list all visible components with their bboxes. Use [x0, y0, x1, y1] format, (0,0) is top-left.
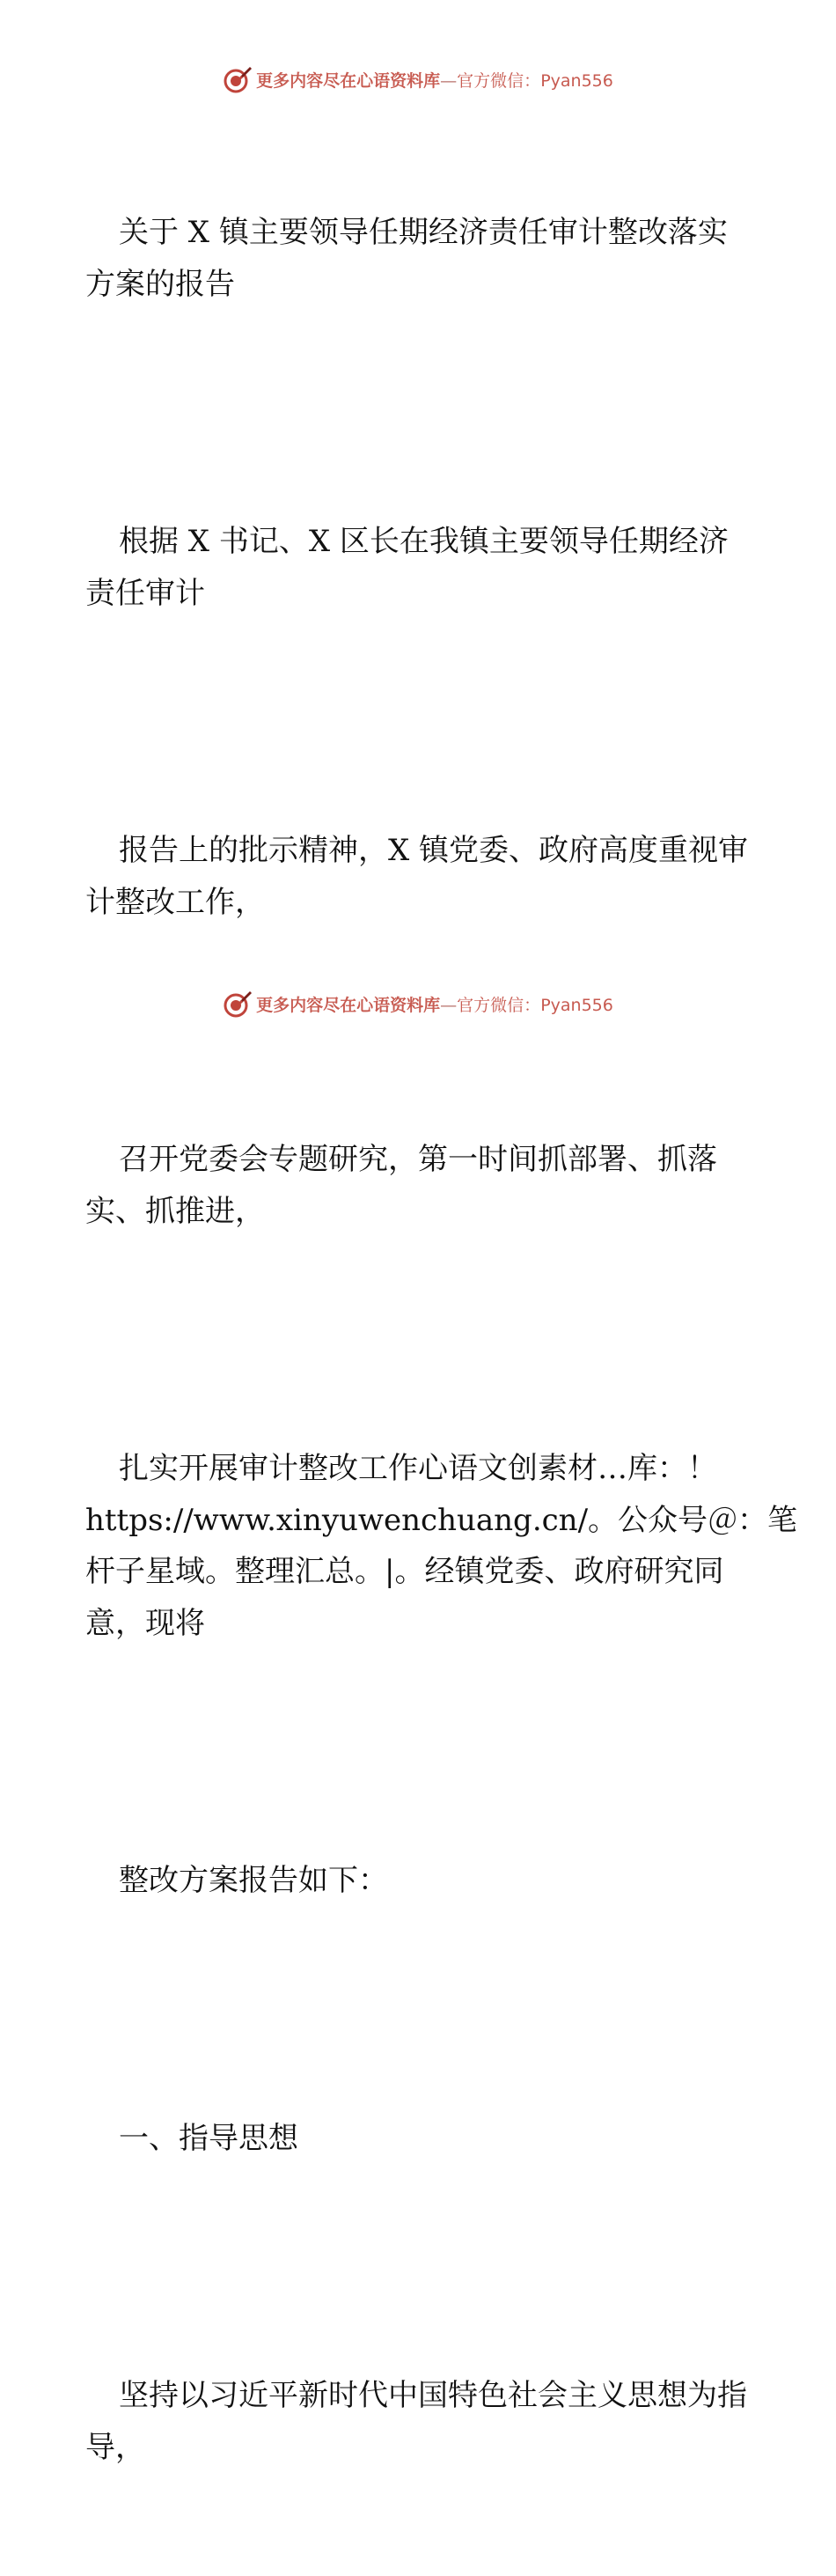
paragraph-title: [85, 104, 754, 413]
paragraph: [85, 2267, 754, 2576]
brush-logo-icon: [223, 989, 253, 1019]
watermark-code: Pyan556: [540, 70, 613, 91]
paragraph-line: 报告上的批示精神，X 镇党委、政府高度重视审: [119, 833, 749, 868]
paragraph: [85, 413, 754, 722]
paragraph-line: 根据 X 书记、X 区长在我镇主要领导任期经济: [119, 524, 729, 559]
watermark-text: [256, 68, 613, 92]
paragraph-line: 一、指导思想: [119, 2120, 298, 2156]
section-heading: [85, 2010, 754, 2268]
document-body: [85, 104, 798, 2576]
paragraph: [85, 1752, 754, 2010]
paragraph-line: 坚持以习近平新时代中国特色社会主义思想为指: [119, 2378, 747, 2413]
watermark-banner-bottom: [0, 986, 836, 1021]
watermark-text: [256, 992, 613, 1016]
paragraph-line: 责任审计: [85, 575, 205, 611]
paragraph-line: https://www.xinyuwenchuang.cn/。公众号＠：笔: [85, 1502, 798, 1538]
paragraph: [85, 722, 754, 1031]
watermark-separator: —: [440, 70, 458, 91]
paragraph-line: 计整改工作，: [85, 884, 265, 920]
watermark-main: 更多内容尽在心语资料库: [256, 995, 441, 1015]
paragraph-line: 扎实开展审计整改工作心语文创素材…库：！: [119, 1451, 717, 1486]
paragraph-line: 关于 X 镇主要领导任期经济责任审计整改落实: [119, 215, 728, 250]
paragraph-line: 整改方案报告如下：: [119, 1863, 388, 1898]
paragraph-line: 召开党委会专题研究，第一时间抓部署、抓落: [119, 1142, 717, 1177]
paragraph-line: 杆子星域。整理汇总。|。经镇党委、政府研究同: [85, 1554, 724, 1589]
watermark-sub: 官方微信：: [457, 70, 541, 91]
watermark-code: Pyan556: [540, 995, 613, 1015]
watermark-banner-top: [0, 62, 836, 97]
paragraph-line: 实、抓推进，: [85, 1193, 265, 1229]
watermark-sub: 官方微信：: [457, 995, 541, 1015]
paragraph: [85, 1031, 754, 1340]
paragraph-line: 方案的报告: [85, 266, 235, 302]
brush-logo-icon: [223, 64, 253, 94]
paragraph: [85, 1340, 798, 1752]
paragraph-line: 导，: [85, 2429, 145, 2465]
watermark-main: 更多内容尽在心语资料库: [256, 70, 441, 91]
paragraph-line: 意，现将: [85, 1605, 205, 1641]
watermark-separator: —: [440, 995, 458, 1015]
